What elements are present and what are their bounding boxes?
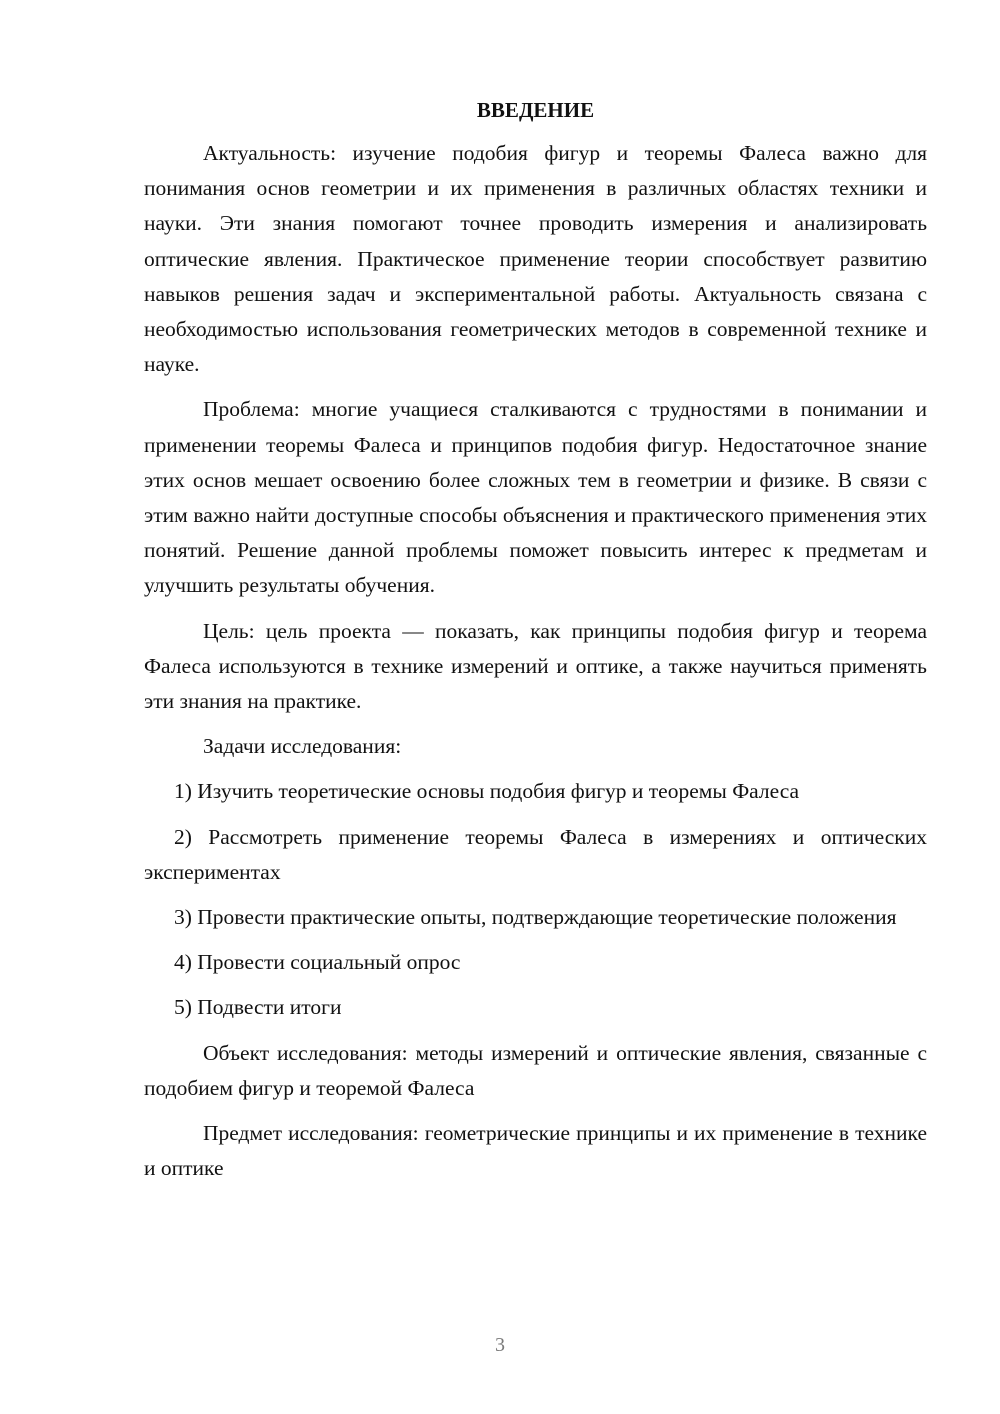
paragraph-relevance: Актуальность: изучение подобия фигур и теоремы Фалеса важно для понимания основ геометрии и их применения в различных областях техники и науки. Эти знания помогают точнее проводить измерения и анализировать оптические явления. Практическое применение теории способствует развитию навыков решения задач и экспериментальной работы. Актуальность связана с необходимостью использования геометрических методов в современной технике и науке. (144, 141, 927, 377)
page-title: ВВЕДЕНИЕ (476, 98, 595, 122)
paragraph-problem: Проблема: многие учащиеся сталкиваются с трудностями в понимании и применении теоремы Фалеса и принципов подобия фигур. Недостаточное знание этих основ мешает освоению более сложных тем в геометрии и физике. В связи с этим важно найти доступные способы объяснения и практического применения этих понятий. Решение данной проблемы поможет повысить интерес к предметам и улучшить результаты обучения. (144, 397, 927, 598)
paragraph-tasks-heading: Задачи исследования: (203, 734, 402, 759)
paragraph-subject: Предмет исследования: геометрические принципы и их применение в технике и оптике (144, 1121, 927, 1181)
task-item-3: 3) Провести практические опыты, подтверждающие теоретические положения (174, 905, 897, 930)
paragraph-goal: Цель: цель проекта — показать, как принципы подобия фигур и теорема Фалеса используются в технике измерений и оптике, а также научиться применять эти знания на практике. (144, 618, 927, 714)
task-item-1: 1) Изучить теоретические основы подобия фигур и теоремы Фалеса (174, 779, 800, 804)
task-item-5: 5) Подвести итоги (174, 995, 342, 1020)
task-item-4: 4) Провести социальный опрос (174, 950, 461, 975)
paragraph-object: Объект исследования: методы измерений и оптические явления, связанные с подобием фигур и теоремой Фалеса (144, 1040, 927, 1100)
page-number: 3 (495, 1334, 505, 1356)
task-item-2: 2) Рассмотреть применение теоремы Фалеса в измерениях и оптических экспериментах (144, 824, 927, 884)
document-page (144, 92, 927, 1196)
